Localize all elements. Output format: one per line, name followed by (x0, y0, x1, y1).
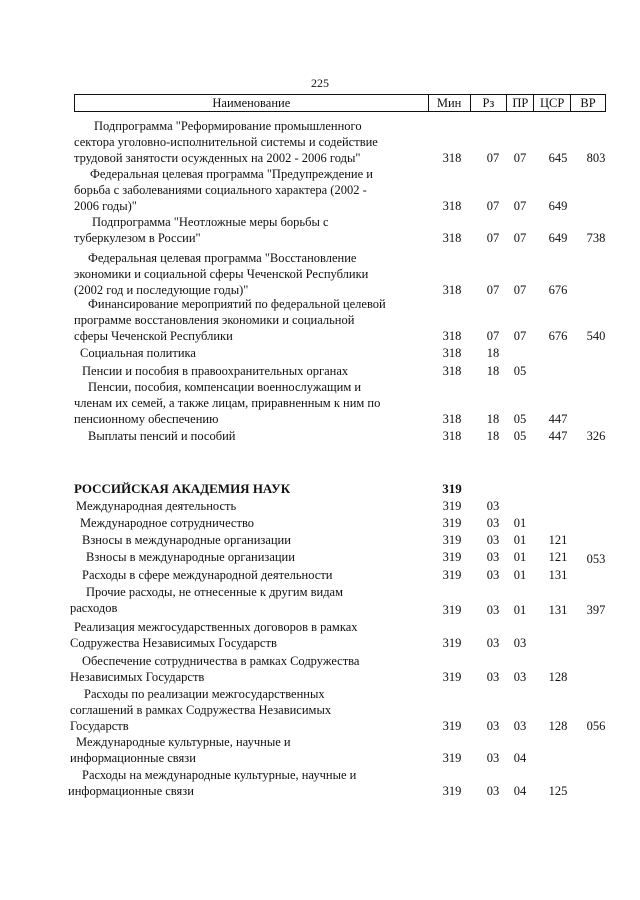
cell-min: 319 (442, 516, 462, 530)
cell-vr: 803 (586, 151, 606, 165)
cell-csr: 131 (548, 568, 568, 582)
cell-rz: 03 (486, 784, 500, 798)
cell-min: 318 (442, 346, 462, 360)
cell-min: 319 (442, 568, 462, 582)
header-vr: ВР (580, 96, 596, 110)
row-name-line: трудовой занятости осужденных на 2002 - 2006 годы" (74, 151, 361, 165)
row-name-line: Расходы на международные культурные, научные и (82, 768, 357, 782)
row-name (80, 345, 196, 361)
cell-min: 318 (442, 231, 462, 245)
header-pr: ПР (507, 95, 534, 111)
row-name-line: Подпрограмма "Реформирование промышленного (94, 119, 362, 133)
cell-pr: 07 (513, 199, 527, 213)
cell-rz: 07 (486, 283, 500, 297)
row-name-line: Финансирование мероприятий по федеральной целевой (88, 297, 386, 311)
row-name-line: Федеральная целевая программа "Предупреждение и (90, 167, 373, 181)
cell-rz: 03 (486, 719, 500, 733)
cell-csr: 676 (548, 283, 568, 297)
table-header (74, 94, 606, 112)
row-name (80, 515, 254, 531)
row-name-line: 2006 годы)" (74, 199, 137, 213)
row-name (70, 619, 358, 651)
cell-rz: 07 (486, 329, 500, 343)
row-name (76, 498, 236, 514)
cell-pr: 05 (513, 429, 527, 443)
header-min: Мин (429, 95, 471, 111)
cell-pr: 03 (513, 719, 527, 733)
cell-min: 318 (442, 199, 462, 213)
cell-min: 318 (442, 364, 462, 378)
cell-pr: 01 (513, 603, 527, 617)
row-name (86, 549, 295, 565)
cell-rz: 03 (486, 550, 500, 564)
row-name (70, 584, 343, 616)
cell-rz: 18 (486, 346, 500, 360)
row-name-line: Международные культурные, научные и (76, 735, 291, 749)
header-name: Наименование (75, 95, 429, 111)
cell-csr: 645 (548, 151, 568, 165)
row-name-line: соглашений в рамках Содружества Независимых (70, 703, 332, 717)
cell-min: 319 (442, 784, 462, 798)
row-name-line: Независимых Государств (70, 670, 205, 684)
cell-vr: 053 (586, 552, 606, 566)
row-name-line: Федеральная целевая программа "Восстановление (88, 251, 357, 265)
cell-rz: 03 (486, 499, 500, 513)
cell-pr: 03 (513, 636, 527, 650)
cell-rz: 07 (486, 151, 500, 165)
cell-vr: 738 (586, 231, 606, 245)
row-name-line: пенсионному обеспечению (74, 412, 219, 426)
row-name (74, 214, 329, 246)
row-name-line: Пенсии и пособия в правоохранительных органах (82, 364, 349, 378)
cell-csr: 128 (548, 670, 568, 684)
cell-min: 318 (442, 429, 462, 443)
cell-pr: 05 (513, 412, 527, 426)
cell-csr: 128 (548, 719, 568, 733)
cell-rz: 03 (486, 516, 500, 530)
cell-rz: 07 (486, 199, 500, 213)
cell-pr: 07 (513, 231, 527, 245)
row-name-line: Государств (70, 719, 129, 733)
row-name-line: Подпрограмма "Неотложные меры борьбы с (92, 215, 329, 229)
row-name-line: Прочие расходы, не отнесенные к другим видам (86, 585, 344, 599)
row-name-line: (2002 год и последующие годы)" (74, 283, 249, 297)
cell-csr: 447 (548, 429, 568, 443)
cell-rz: 03 (486, 603, 500, 617)
cell-min: 319 (442, 499, 462, 513)
cell-rz: 18 (486, 429, 500, 443)
cell-csr: 131 (548, 603, 568, 617)
row-name-line: информационные связи (68, 784, 194, 798)
cell-min: 318 (442, 151, 462, 165)
row-name (74, 296, 386, 344)
row-name (70, 686, 331, 734)
cell-pr: 07 (513, 329, 527, 343)
row-name-line: борьба с заболеваниями социального характера (2002 - (74, 183, 367, 197)
cell-csr: 121 (548, 533, 568, 547)
cell-min: 319 (442, 719, 462, 733)
row-name-line: Международное сотрудничество (80, 516, 255, 530)
cell-min: 318 (442, 283, 462, 297)
cell-csr: 125 (548, 784, 568, 798)
row-name-line: Социальная политика (80, 346, 196, 360)
row-name (82, 532, 291, 548)
row-name-line: Выплаты пенсий и пособий (88, 429, 236, 443)
row-name (82, 363, 348, 379)
row-name (74, 118, 378, 166)
row-name-line: сферы Чеченской Республики (74, 329, 233, 343)
row-name-line: экономики и социальной сферы Чеченской Республики (74, 267, 369, 281)
row-name (88, 428, 235, 444)
cell-pr: 05 (513, 364, 527, 378)
row-name-line: Обеспечение сотрудничества в рамках Содружества (82, 654, 360, 668)
row-name-line: Международная деятельность (76, 499, 237, 513)
cell-pr: 03 (513, 670, 527, 684)
row-name (74, 166, 373, 214)
row-name (70, 734, 291, 766)
cell-pr: 07 (513, 151, 527, 165)
cell-min: 318 (442, 412, 462, 426)
row-name-line: Содружества Независимых Государств (70, 636, 277, 650)
cell-rz: 18 (486, 412, 500, 426)
cell-pr: 04 (513, 751, 527, 765)
cell-pr: 04 (513, 784, 527, 798)
cell-csr: 649 (548, 199, 568, 213)
cell-csr: 649 (548, 231, 568, 245)
row-name-line: расходов (70, 601, 118, 615)
row-name-line: сектора уголовно-исполнительной системы и содействие (74, 135, 378, 149)
cell-min: 319 (442, 670, 462, 684)
cell-vr: 397 (586, 603, 606, 617)
row-name-line: Пенсии, пособия, компенсации военнослужащим и (88, 380, 362, 394)
cell-pr: 01 (513, 568, 527, 582)
cell-rz: 03 (486, 670, 500, 684)
row-name-line: РОССИЙСКАЯ АКАДЕМИЯ НАУК (74, 481, 291, 496)
section-title (74, 481, 290, 497)
page-number: 225 (311, 76, 329, 90)
row-name (82, 567, 332, 583)
row-name-line: информационные связи (70, 751, 196, 765)
cell-min: 319 (442, 533, 462, 547)
row-name-line: Расходы в сфере международной деятельности (82, 568, 333, 582)
cell-csr: 447 (548, 412, 568, 426)
cell-rz: 18 (486, 364, 500, 378)
row-name-line: Взносы в международные организации (86, 550, 295, 564)
cell-csr: 676 (548, 329, 568, 343)
cell-pr: 01 (513, 550, 527, 564)
cell-rz: 07 (486, 231, 500, 245)
cell-rz: 03 (486, 636, 500, 650)
cell-min: 319 (442, 636, 462, 650)
row-name-line: Реализация межгосударственных договоров в рамках (74, 620, 358, 634)
row-name (68, 767, 356, 799)
header-rz: Рз (471, 95, 508, 111)
cell-min: 319 (442, 603, 462, 617)
row-name-line: Взносы в международные организации (82, 533, 291, 547)
row-name-line: членам их семей, а также лицам, приравненным к ним по (74, 396, 381, 410)
cell-min: 318 (442, 329, 462, 343)
cell-min: 319 (442, 550, 462, 564)
cell-pr: 01 (513, 516, 527, 530)
cell-vr: 540 (586, 329, 606, 343)
cell-vr: 056 (586, 719, 606, 733)
cell-pr: 01 (513, 533, 527, 547)
cell-pr: 07 (513, 283, 527, 297)
cell-min: 319 (442, 751, 462, 765)
row-name-line: туберкулезом в России" (74, 231, 201, 245)
cell-csr: 121 (548, 550, 568, 564)
cell-rz: 03 (486, 751, 500, 765)
row-name-line: Расходы по реализации межгосударственных (84, 687, 325, 701)
row-name (74, 250, 368, 298)
cell-rz: 03 (486, 568, 500, 582)
header-csr: ЦСР (534, 95, 571, 111)
cell-vr: 326 (586, 429, 606, 443)
cell-min: 319 (442, 481, 462, 496)
cell-rz: 03 (486, 533, 500, 547)
row-name (74, 379, 380, 427)
row-name-line: программе восстановления экономики и социальной (74, 313, 355, 327)
row-name (70, 653, 359, 685)
